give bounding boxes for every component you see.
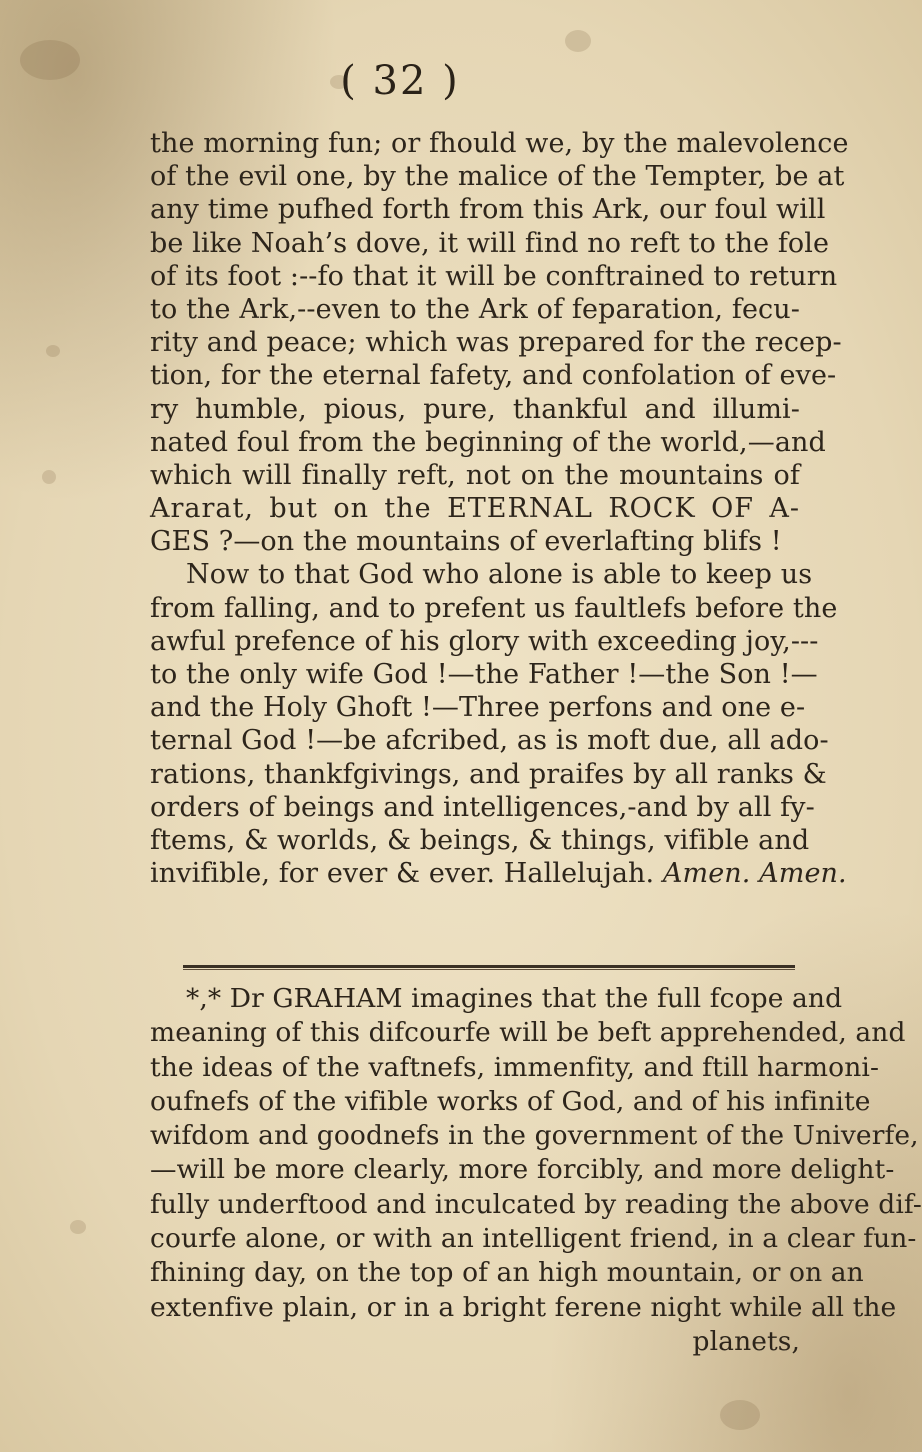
paper-stain (46, 345, 60, 357)
note-line: oufnefs of the vifible works of God, and of his infinite (150, 1085, 871, 1117)
main-text (150, 127, 849, 890)
text-line: to the Ark,--even to the Ark of feparation, fecu- (150, 293, 800, 325)
text-line: of its foot :--fo that it will be conftrained to return (150, 260, 838, 292)
text-line: awful prefence of his glory with exceeding joy,--- (150, 625, 819, 657)
amen-text: Amen. Amen. (662, 858, 847, 890)
text-line: which will finally reft, not on the mountains of (150, 459, 800, 491)
text-line: GES ?—on the mountains of everlafting blifs ! (150, 526, 782, 558)
footnote-text (150, 982, 922, 1359)
paper-stain (70, 1220, 86, 1234)
section-divider (183, 965, 795, 970)
text-line-final (150, 857, 847, 890)
note-line: —will be more clearly, more forcibly, and more delight- (150, 1154, 895, 1186)
note-line: fhining day, on the top of an high mountain, or on an (150, 1257, 864, 1289)
paper-stain (42, 470, 56, 484)
note-line: fully underftood and inculcated by reading the above dif- (150, 1188, 922, 1220)
paper-stain (565, 30, 591, 52)
text-line: of the evil one, by the malice of the Tempter, be at (150, 161, 845, 193)
text-line: rations, thankfgivings, and praifes by all ranks & (150, 758, 827, 790)
catchword: planets, (692, 1325, 800, 1357)
text-line: nated foul from the beginning of the world,—and (150, 426, 826, 458)
text-line: and the Holy Ghoft !—Three perfons and one e- (150, 692, 806, 724)
note-line: courfe alone, or with an intelligent friend, in a clear fun- (150, 1223, 917, 1255)
text-line: be like Noah’s dove, it will find no reft to the fole (150, 227, 830, 259)
note-line: extenfive plain, or in a bright ferene night while all the (150, 1291, 897, 1323)
text-line: the morning fun; or fhould we, by the malevolence (150, 128, 849, 159)
page-number: ( 32 ) (340, 58, 460, 104)
text-line: any time pufhed forth from this Ark, our foul will (150, 194, 826, 226)
text-line: to the only wife God !—the Father !—the Son !— (150, 659, 818, 690)
text-line: tion, for the eternal fafety, and confolation of eve- (150, 360, 837, 392)
note-line: wifdom and goodnefs in the government of the Univerfe, (150, 1120, 919, 1152)
text-line: from falling, and to prefent us faultlefs before the (150, 592, 838, 624)
note-line: *,* Dr GRAHAM imagines that the full fcope and (186, 983, 843, 1014)
closing-text: invifible, for ever & ever. Hallelujah. (150, 858, 655, 890)
note-line: meaning of this difcourfe will be beft apprehended, and (150, 1017, 906, 1049)
text-line: ternal God !—be afcribed, as is moft due, all ado- (150, 725, 829, 757)
text-line: orders of beings and intelligences,-and by all fy- (150, 791, 815, 823)
text-line: ftems, & worlds, & beings, & things, vifible and (150, 824, 810, 856)
text-line: ry humble, pious, pure, thankful and illumi- (150, 393, 800, 425)
note-line: the ideas of the vaftnefs, immenfity, and ftill harmoni- (150, 1051, 879, 1083)
text-line: rity and peace; which was prepared for the recep- (150, 327, 842, 359)
text-line: Now to that God who alone is able to keep us (186, 559, 813, 591)
paper-stain (720, 1400, 760, 1430)
text-line: Ararat, but on the ETERNAL ROCK OF A- (150, 493, 800, 525)
